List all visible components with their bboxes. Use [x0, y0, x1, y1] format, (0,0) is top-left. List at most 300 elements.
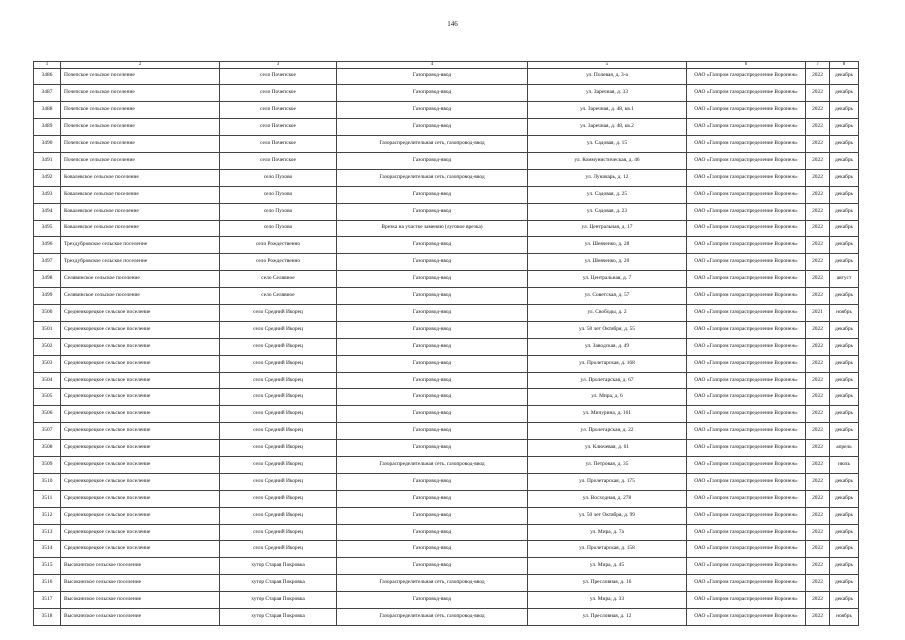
year-cell: 2022 — [806, 473, 830, 490]
organization-cell: ОАО «Газпром газораспределение Воронеж» — [687, 203, 806, 220]
settlement-cell: Ковалевское сельское поселение — [61, 220, 220, 237]
address-cell: ул. Мира, д. 45 — [528, 558, 687, 575]
month-cell: декабрь — [830, 186, 859, 203]
locality-cell: село Средний Икорец — [220, 423, 337, 440]
locality-cell: село Средний Икорец — [220, 507, 337, 524]
year-cell: 2022 — [806, 237, 830, 254]
object-cell: Газопровод-ввод — [337, 304, 528, 321]
row-number-cell: 3498 — [34, 271, 61, 288]
table-row — [34, 507, 859, 524]
month-cell: декабрь — [830, 592, 859, 609]
row-number-cell: 3500 — [34, 304, 61, 321]
row-number-cell: 3515 — [34, 558, 61, 575]
address-cell: ул. Шевченко, д. 20 — [528, 254, 687, 271]
settlement-cell: Высокинское сельское поселение — [61, 575, 220, 592]
year-cell: 2022 — [806, 507, 830, 524]
locality-cell: село Рождественно — [220, 254, 337, 271]
table-row — [34, 524, 859, 541]
address-cell: ул. Заречная, д. 48, кв.1 — [528, 102, 687, 119]
address-cell: ул. 50 лет Октября, д. 55 — [528, 321, 687, 338]
row-number-cell: 3516 — [34, 575, 61, 592]
address-cell: ул. Мичурина, д. 161 — [528, 406, 687, 423]
row-number-cell: 3487 — [34, 85, 61, 102]
row-number-cell: 3510 — [34, 473, 61, 490]
row-number-cell: 3511 — [34, 490, 61, 507]
table-row — [34, 288, 859, 305]
settlement-cell: Селявинское сельское поселение — [61, 271, 220, 288]
year-cell: 2022 — [806, 136, 830, 153]
object-cell: Газопровод-ввод — [337, 271, 528, 288]
column-number-header: 6 — [687, 62, 806, 69]
month-cell: август — [830, 271, 859, 288]
object-cell: Газопровод-ввод — [337, 541, 528, 558]
address-cell: ул. Мира, д. 7а — [528, 524, 687, 541]
year-cell: 2022 — [806, 68, 830, 85]
locality-cell: село Почепское — [220, 136, 337, 153]
address-cell: ул. Садовая, д. 25 — [528, 186, 687, 203]
address-cell: ул. Садовая, д. 15 — [528, 136, 687, 153]
object-cell: Газопровод-ввод — [337, 237, 528, 254]
address-cell: ул. 50 лет Октября, д. 99 — [528, 507, 687, 524]
object-cell: Газопровод-ввод — [337, 423, 528, 440]
object-cell: Врезка на участке заменяю (луговое врезка) — [337, 220, 528, 237]
address-cell: ул. Садовая, д. 23 — [528, 203, 687, 220]
organization-cell: ОАО «Газпром газораспределение Воронеж» — [687, 372, 806, 389]
year-cell: 2022 — [806, 490, 830, 507]
row-number-cell: 3490 — [34, 136, 61, 153]
locality-cell: село Почепское — [220, 68, 337, 85]
locality-cell: село Средний Икорец — [220, 304, 337, 321]
address-cell: ул. Пролетарская, д. 168 — [528, 355, 687, 372]
table-row — [34, 220, 859, 237]
row-number-cell: 3494 — [34, 203, 61, 220]
year-cell: 2022 — [806, 203, 830, 220]
month-cell: декабрь — [830, 338, 859, 355]
row-number-cell: 3504 — [34, 372, 61, 389]
organization-cell: ОАО «Газпром газораспределение Воронеж» — [687, 389, 806, 406]
row-number-cell: 3512 — [34, 507, 61, 524]
year-cell: 2022 — [806, 558, 830, 575]
organization-cell: ОАО «Газпром газораспределение Воронеж» — [687, 609, 806, 626]
object-cell: Газопровод-ввод — [337, 473, 528, 490]
address-cell: ул. Заречная, д. 33 — [528, 85, 687, 102]
settlement-cell: Среднеикорецкое сельское поселение — [61, 507, 220, 524]
object-cell: Газораспределительная сеть, газопровод-ввод — [337, 456, 528, 473]
row-number-cell: 3489 — [34, 119, 61, 136]
month-cell: декабрь — [830, 85, 859, 102]
month-cell: декабрь — [830, 406, 859, 423]
address-cell: ул. Центральная, д. 17 — [528, 220, 687, 237]
object-cell: Газопровод-ввод — [337, 152, 528, 169]
organization-cell: ОАО «Газпром газораспределение Воронеж» — [687, 254, 806, 271]
table-row — [34, 389, 859, 406]
row-number-cell: 3514 — [34, 541, 61, 558]
organization-cell: ОАО «Газпром газораспределение Воронеж» — [687, 338, 806, 355]
object-cell: Газораспределительная сеть, газопровод-ввод — [337, 136, 528, 153]
locality-cell: село Почепское — [220, 119, 337, 136]
month-cell: декабрь — [830, 136, 859, 153]
settlement-cell: Среднеикорецкое сельское поселение — [61, 389, 220, 406]
settlement-cell: Высокинское сельское поселение — [61, 592, 220, 609]
table-row — [34, 372, 859, 389]
month-cell: декабрь — [830, 490, 859, 507]
year-cell: 2022 — [806, 169, 830, 186]
row-number-cell: 3505 — [34, 389, 61, 406]
year-cell: 2022 — [806, 524, 830, 541]
address-cell: ул. Заводская, д. 49 — [528, 338, 687, 355]
settlement-cell: Среднеикорецкое сельское поселение — [61, 456, 220, 473]
locality-cell: село Почепское — [220, 85, 337, 102]
address-cell: ул. Советская, д. 57 — [528, 288, 687, 305]
object-cell: Газопровод-ввод — [337, 85, 528, 102]
row-number-cell: 3497 — [34, 254, 61, 271]
locality-cell: хутор Старая Покровка — [220, 558, 337, 575]
month-cell: декабрь — [830, 558, 859, 575]
locality-cell: село Средний Икорец — [220, 406, 337, 423]
table-row — [34, 541, 859, 558]
row-number-cell: 3508 — [34, 440, 61, 457]
month-cell: декабрь — [830, 321, 859, 338]
address-cell: ул. Полевая, д. 3-а — [528, 68, 687, 85]
object-cell: Газопровод-ввод — [337, 372, 528, 389]
table-row — [34, 119, 859, 136]
month-cell: декабрь — [830, 288, 859, 305]
object-cell: Газопровод-ввод — [337, 440, 528, 457]
address-cell: ул. Заречная, д. 48, кв.2 — [528, 119, 687, 136]
month-cell: апрель — [830, 440, 859, 457]
settlement-cell: Среднеикорецкое сельское поселение — [61, 355, 220, 372]
table-row — [34, 456, 859, 473]
settlement-cell: Среднеикорецкое сельское поселение — [61, 524, 220, 541]
organization-cell: ОАО «Газпром газораспределение Воронеж» — [687, 169, 806, 186]
settlement-cell: Среднеикорецкое сельское поселение — [61, 406, 220, 423]
object-cell: Газопровод-ввод — [337, 558, 528, 575]
locality-cell: село Средний Икорец — [220, 473, 337, 490]
month-cell: декабрь — [830, 254, 859, 271]
object-cell: Газораспределительная сеть, газопровод-ввод — [337, 609, 528, 626]
month-cell: декабрь — [830, 473, 859, 490]
row-number-cell: 3492 — [34, 169, 61, 186]
month-cell: декабрь — [830, 102, 859, 119]
object-cell: Газопровод-ввод — [337, 288, 528, 305]
object-cell: Газопровод-ввод — [337, 68, 528, 85]
locality-cell: село Селявное — [220, 271, 337, 288]
organization-cell: ОАО «Газпром газораспределение Воронеж» — [687, 119, 806, 136]
organization-cell: ОАО «Газпром газораспределение Воронеж» — [687, 490, 806, 507]
column-number-header: 1 — [34, 62, 61, 69]
year-cell: 2022 — [806, 541, 830, 558]
month-cell: декабрь — [830, 220, 859, 237]
table-row — [34, 254, 859, 271]
column-number-header: 5 — [528, 62, 687, 69]
address-cell: ул. Пролетарская, д. 175 — [528, 473, 687, 490]
settlement-cell: Среднеикорецкое сельское поселение — [61, 473, 220, 490]
month-cell: декабрь — [830, 423, 859, 440]
year-cell: 2022 — [806, 609, 830, 626]
month-cell: декабрь — [830, 372, 859, 389]
address-cell: ул. Петровая, д. 35 — [528, 456, 687, 473]
table-row — [34, 406, 859, 423]
data-table — [33, 61, 859, 626]
organization-cell: ОАО «Газпром газораспределение Воронеж» — [687, 186, 806, 203]
table-row — [34, 338, 859, 355]
organization-cell: ОАО «Газпром газораспределение Воронеж» — [687, 575, 806, 592]
organization-cell: ОАО «Газпром газораспределение Воронеж» — [687, 541, 806, 558]
row-number-cell: 3507 — [34, 423, 61, 440]
locality-cell: село Средний Икорец — [220, 456, 337, 473]
month-cell: декабрь — [830, 237, 859, 254]
address-cell: ул. Луначарь, д. 12 — [528, 169, 687, 186]
table-row — [34, 473, 859, 490]
address-cell: ул. Центральная, д. 7 — [528, 271, 687, 288]
year-cell: 2022 — [806, 271, 830, 288]
year-cell: 2022 — [806, 389, 830, 406]
locality-cell: село Пухово — [220, 186, 337, 203]
address-cell: ул. Пролетарская, д. 67 — [528, 372, 687, 389]
address-cell: ул. Мира, д. 6 — [528, 389, 687, 406]
organization-cell: ОАО «Газпром газораспределение Воронеж» — [687, 406, 806, 423]
locality-cell: село Средний Икорец — [220, 490, 337, 507]
locality-cell: село Пухово — [220, 203, 337, 220]
settlement-cell: Почепское сельское поселение — [61, 152, 220, 169]
month-cell: декабрь — [830, 524, 859, 541]
address-cell: ул. Свободы, д. 2 — [528, 304, 687, 321]
settlement-cell: Почепское сельское поселение — [61, 85, 220, 102]
locality-cell: хутор Старая Покровка — [220, 575, 337, 592]
table-row — [34, 440, 859, 457]
organization-cell: ОАО «Газпром газораспределение Воронеж» — [687, 321, 806, 338]
month-cell: декабрь — [830, 389, 859, 406]
month-cell: декабрь — [830, 68, 859, 85]
year-cell: 2022 — [806, 85, 830, 102]
table-row — [34, 609, 859, 626]
organization-cell: ОАО «Газпром газораспределение Воронеж» — [687, 288, 806, 305]
settlement-cell: Среднеикорецкое сельское поселение — [61, 321, 220, 338]
locality-cell: село Рождественно — [220, 237, 337, 254]
address-cell: ул. Шевченко, д. 28 — [528, 237, 687, 254]
locality-cell: село Пухово — [220, 220, 337, 237]
locality-cell: село Средний Икорец — [220, 389, 337, 406]
organization-cell: ОАО «Газпром газораспределение Воронеж» — [687, 355, 806, 372]
year-cell: 2022 — [806, 152, 830, 169]
month-cell: декабрь — [830, 575, 859, 592]
table-row — [34, 102, 859, 119]
organization-cell: ОАО «Газпром газораспределение Воронеж» — [687, 423, 806, 440]
object-cell: Газопровод-ввод — [337, 507, 528, 524]
year-cell: 2022 — [806, 220, 830, 237]
row-number-cell: 3509 — [34, 456, 61, 473]
settlement-cell: Почепское сельское поселение — [61, 68, 220, 85]
settlement-cell: Трехдубровское сельское поселение — [61, 237, 220, 254]
year-cell: 2022 — [806, 119, 830, 136]
locality-cell: село Средний Икорец — [220, 338, 337, 355]
locality-cell: село Почепское — [220, 152, 337, 169]
settlement-cell: Среднеикорецкое сельское поселение — [61, 304, 220, 321]
object-cell: Газопровод-ввод — [337, 119, 528, 136]
month-cell: ноябрь — [830, 609, 859, 626]
row-number-cell: 3491 — [34, 152, 61, 169]
settlement-cell: Ковалевское сельское поселение — [61, 169, 220, 186]
year-cell: 2022 — [806, 288, 830, 305]
locality-cell: село Средний Икорец — [220, 541, 337, 558]
row-number-cell: 3518 — [34, 609, 61, 626]
row-number-cell: 3501 — [34, 321, 61, 338]
settlement-cell: Трехдубровское сельское поселение — [61, 254, 220, 271]
address-cell: ул. Коммунистическая, д. 46 — [528, 152, 687, 169]
year-cell: 2022 — [806, 592, 830, 609]
settlement-cell: Почепское сельское поселение — [61, 119, 220, 136]
month-cell: декабрь — [830, 152, 859, 169]
address-cell: ул. Мира, д. 33 — [528, 592, 687, 609]
settlement-cell: Среднеикорецкое сельское поселение — [61, 372, 220, 389]
settlement-cell: Ковалевское сельское поселение — [61, 186, 220, 203]
locality-cell: село Пухово — [220, 169, 337, 186]
table-row — [34, 490, 859, 507]
table-row — [34, 85, 859, 102]
organization-cell: ОАО «Газпром газораспределение Воронеж» — [687, 85, 806, 102]
organization-cell: ОАО «Газпром газораспределение Воронеж» — [687, 507, 806, 524]
settlement-cell: Селявинское сельское поселение — [61, 288, 220, 305]
object-cell: Газораспределительная сеть, газопровод-ввод — [337, 575, 528, 592]
object-cell: Газопровод-ввод — [337, 321, 528, 338]
organization-cell: ОАО «Газпром газораспределение Воронеж» — [687, 136, 806, 153]
row-number-cell: 3486 — [34, 68, 61, 85]
table-row — [34, 304, 859, 321]
settlement-cell: Среднеикорецкое сельское поселение — [61, 423, 220, 440]
year-cell: 2022 — [806, 254, 830, 271]
settlement-cell: Почепское сельское поселение — [61, 136, 220, 153]
column-number-header: 2 — [61, 62, 220, 69]
settlement-cell: Среднеикорецкое сельское поселение — [61, 440, 220, 457]
table-row — [34, 186, 859, 203]
organization-cell: ОАО «Газпром газораспределение Воронеж» — [687, 592, 806, 609]
locality-cell: село Средний Икорец — [220, 321, 337, 338]
address-cell: ул. Пресловная, д. 12 — [528, 609, 687, 626]
month-cell: ноябрь — [830, 304, 859, 321]
object-cell: Газопровод-ввод — [337, 355, 528, 372]
month-cell: декабрь — [830, 541, 859, 558]
table-row — [34, 575, 859, 592]
year-cell: 2022 — [806, 440, 830, 457]
object-cell: Газопровод-ввод — [337, 524, 528, 541]
locality-cell: село Средний Икорец — [220, 372, 337, 389]
column-number-header: 7 — [806, 62, 830, 69]
year-cell: 2022 — [806, 372, 830, 389]
locality-cell: хутор Старая Покровка — [220, 609, 337, 626]
table-row — [34, 321, 859, 338]
organization-cell: ОАО «Газпром газораспределение Воронеж» — [687, 220, 806, 237]
column-number-header: 3 — [220, 62, 337, 69]
month-cell: декабрь — [830, 355, 859, 372]
row-number-cell: 3488 — [34, 102, 61, 119]
table-row — [34, 152, 859, 169]
table-row — [34, 271, 859, 288]
year-cell: 2022 — [806, 406, 830, 423]
object-cell: Газопровод-ввод — [337, 186, 528, 203]
table-row — [34, 169, 859, 186]
settlement-cell: Ковалевское сельское поселение — [61, 203, 220, 220]
row-number-cell: 3499 — [34, 288, 61, 305]
object-cell: Газопровод-ввод — [337, 102, 528, 119]
settlement-cell: Среднеикорецкое сельское поселение — [61, 338, 220, 355]
year-cell: 2022 — [806, 102, 830, 119]
page-number: 146 — [447, 20, 458, 28]
table-row — [34, 592, 859, 609]
organization-cell: ОАО «Газпром газораспределение Воронеж» — [687, 473, 806, 490]
table-row — [34, 355, 859, 372]
organization-cell: ОАО «Газпром газораспределение Воронеж» — [687, 440, 806, 457]
address-cell: ул. Пресловная, д. 16 — [528, 575, 687, 592]
address-cell: ул. Восходная, д. 278 — [528, 490, 687, 507]
object-cell: Газораспределительная сеть, газопровод-ввод — [337, 169, 528, 186]
row-number-cell: 3502 — [34, 338, 61, 355]
settlement-cell: Среднеикорецкое сельское поселение — [61, 490, 220, 507]
address-cell: ул. Пролетарская, д. 22 — [528, 423, 687, 440]
year-cell: 2022 — [806, 456, 830, 473]
object-cell: Газопровод-ввод — [337, 203, 528, 220]
locality-cell: село Селявное — [220, 288, 337, 305]
object-cell: Газопровод-ввод — [337, 389, 528, 406]
table-row — [34, 68, 859, 85]
object-cell: Газопровод-ввод — [337, 406, 528, 423]
organization-cell: ОАО «Газпром газораспределение Воронеж» — [687, 68, 806, 85]
row-number-cell: 3506 — [34, 406, 61, 423]
row-number-cell: 3517 — [34, 592, 61, 609]
organization-cell: ОАО «Газпром газораспределение Воронеж» — [687, 524, 806, 541]
organization-cell: ОАО «Газпром газораспределение Воронеж» — [687, 237, 806, 254]
settlement-cell: Высокинское сельское поселение — [61, 609, 220, 626]
object-cell: Газопровод-ввод — [337, 592, 528, 609]
table-row — [34, 423, 859, 440]
month-cell: декабрь — [830, 169, 859, 186]
row-number-cell: 3503 — [34, 355, 61, 372]
year-cell: 2022 — [806, 355, 830, 372]
table-row — [34, 203, 859, 220]
locality-cell: село Почепское — [220, 102, 337, 119]
table-row — [34, 237, 859, 254]
locality-cell: село Средний Икорец — [220, 355, 337, 372]
settlement-cell: Почепское сельское поселение — [61, 102, 220, 119]
organization-cell: ОАО «Газпром газораспределение Воронеж» — [687, 304, 806, 321]
organization-cell: ОАО «Газпром газораспределение Воронеж» — [687, 102, 806, 119]
object-cell: Газопровод-ввод — [337, 254, 528, 271]
month-cell: декабрь — [830, 203, 859, 220]
object-cell: Газопровод-ввод — [337, 338, 528, 355]
table-row — [34, 136, 859, 153]
table-row — [34, 558, 859, 575]
settlement-cell: Высокинское сельское поселение — [61, 558, 220, 575]
year-cell: 2022 — [806, 321, 830, 338]
organization-cell: ОАО «Газпром газораспределение Воронеж» — [687, 152, 806, 169]
row-number-cell: 3496 — [34, 237, 61, 254]
row-number-cell: 3495 — [34, 220, 61, 237]
organization-cell: ОАО «Газпром газораспределение Воронеж» — [687, 558, 806, 575]
locality-cell: село Средний Икорец — [220, 524, 337, 541]
settlement-cell: Среднеикорецкое сельское поселение — [61, 541, 220, 558]
month-cell: декабрь — [830, 507, 859, 524]
row-number-cell: 3493 — [34, 186, 61, 203]
row-number-cell: 3513 — [34, 524, 61, 541]
year-cell: 2021 — [806, 304, 830, 321]
month-cell: июль — [830, 456, 859, 473]
year-cell: 2022 — [806, 575, 830, 592]
year-cell: 2022 — [806, 186, 830, 203]
organization-cell: ОАО «Газпром газораспределение Воронеж» — [687, 456, 806, 473]
locality-cell: село Средний Икорец — [220, 440, 337, 457]
month-cell: декабрь — [830, 119, 859, 136]
year-cell: 2022 — [806, 338, 830, 355]
column-number-header: 8 — [830, 62, 859, 69]
